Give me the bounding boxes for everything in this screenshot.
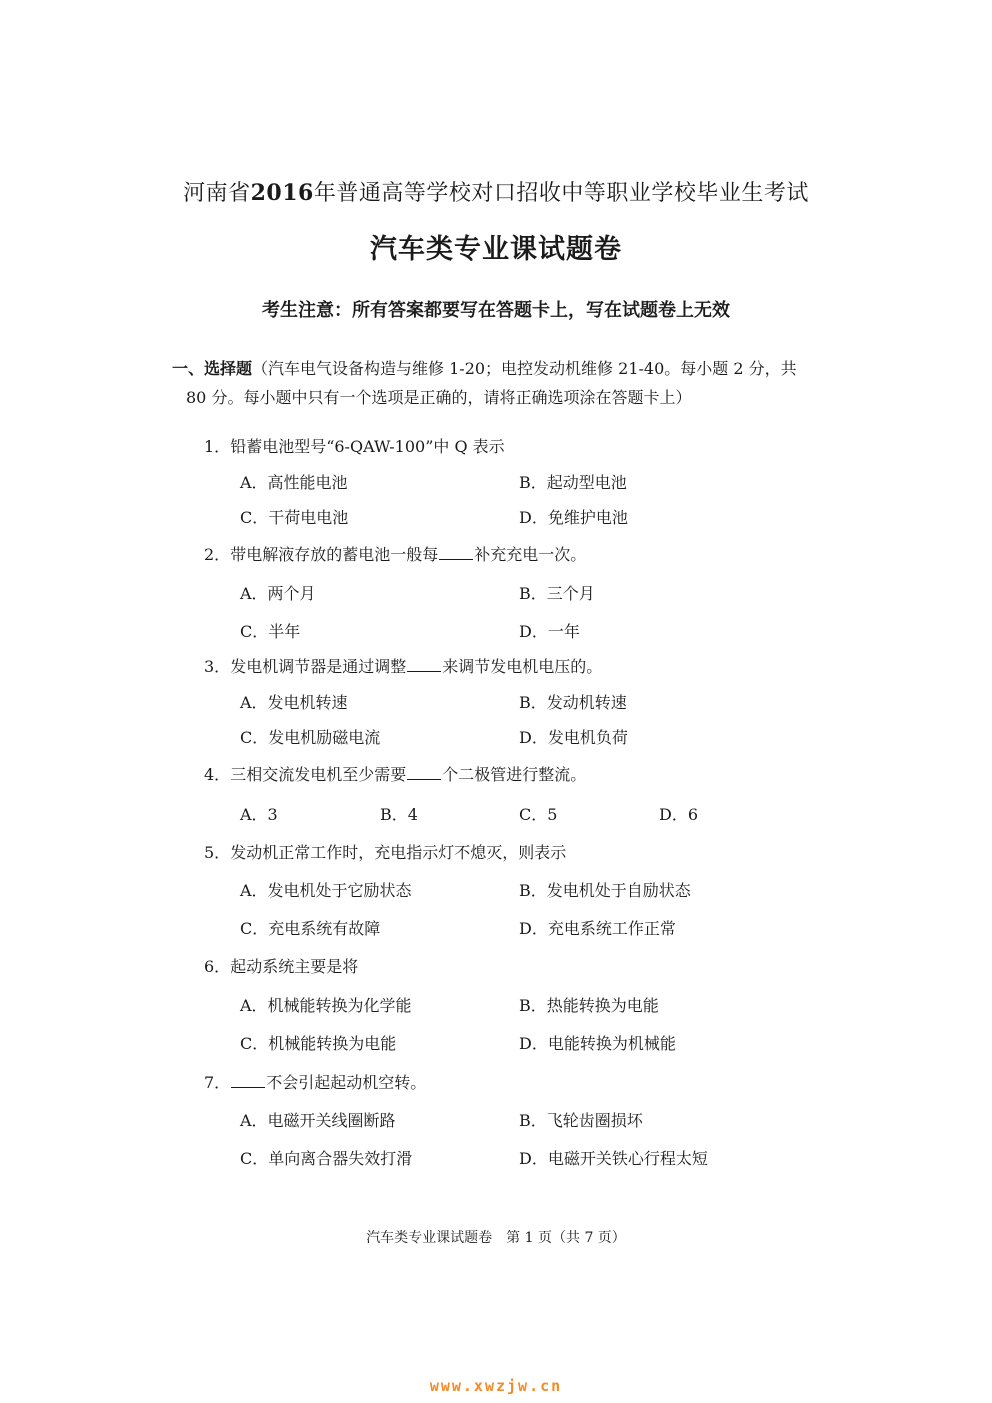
option-a: A．电磁开关线圈断路 xyxy=(240,1111,396,1130)
option-a: A．两个月 xyxy=(240,584,316,603)
option-b: B．发电机处于自励状态 xyxy=(519,881,691,900)
question-number: 3． xyxy=(204,657,231,676)
title-suffix: 年普通高等学校对口招收中等职业学校毕业生考试 xyxy=(313,181,809,206)
question-number: 1． xyxy=(204,437,231,456)
answer-blank xyxy=(407,765,441,780)
section-instructions xyxy=(172,354,832,412)
question-number: 2． xyxy=(204,545,231,564)
option-d: D．电能转换为机械能 xyxy=(519,1034,676,1053)
title-prefix: 河南省 xyxy=(183,181,251,206)
option-b: B．飞轮齿圈损坏 xyxy=(519,1111,643,1130)
option-c: C．单向离合器失效打滑 xyxy=(240,1149,413,1168)
question-number: 7． xyxy=(204,1073,231,1092)
option-a: A．发电机转速 xyxy=(240,693,348,712)
option-d: D．免维护电池 xyxy=(519,508,628,527)
section-desc-line1: （汽车电气设备构造与维修 1-20；电控发动机维修 21-40。每小题 2 分，共 xyxy=(252,359,797,378)
exam-subtitle: 汽车类专业课试题卷 xyxy=(370,234,622,265)
option-b: B．三个月 xyxy=(519,584,595,603)
question-4 xyxy=(204,762,586,785)
option-a: A．发电机处于它励状态 xyxy=(240,881,412,900)
question-text: 发电机调节器是通过调整 xyxy=(230,657,407,676)
site-watermark: www.xwzjw.cn xyxy=(429,1377,563,1395)
question-text-end: 来调节发电机电压的。 xyxy=(442,657,603,676)
question-2 xyxy=(204,542,586,565)
question-text: 带电解液存放的蓄电池一般每 xyxy=(230,545,439,564)
option-c: C．发电机励磁电流 xyxy=(240,728,381,747)
option-b: B．发动机转速 xyxy=(519,693,627,712)
option-b: B．热能转换为电能 xyxy=(519,996,659,1015)
option-c: C．半年 xyxy=(240,622,301,641)
option-d: D．一年 xyxy=(519,622,580,641)
section-desc-line2: 80 分。每小题中只有一个选项是正确的，请将正确选项涂在答题卡上） xyxy=(186,388,692,407)
option-c: C．机械能转换为电能 xyxy=(240,1034,397,1053)
question-5 xyxy=(204,840,566,863)
question-text-end: 补充充电一次。 xyxy=(474,545,587,564)
option-c: C．5 xyxy=(519,805,558,824)
question-text: 发动机正常工作时，充电指示灯不熄灭，则表示 xyxy=(230,843,567,862)
question-text: 铅蓄电池型号“6-QAW-100”中 Q 表示 xyxy=(230,437,505,456)
option-c: C．充电系统有故障 xyxy=(240,919,381,938)
question-text-end: 个二极管进行整流。 xyxy=(442,765,587,784)
question-text: 起动系统主要是将 xyxy=(230,957,359,976)
option-a: A．机械能转换为化学能 xyxy=(240,996,412,1015)
question-number: 6． xyxy=(204,957,231,976)
section-heading: 一、选择题 xyxy=(172,359,253,378)
option-d: D．发电机负荷 xyxy=(519,728,628,747)
question-7 xyxy=(204,1070,426,1093)
title-year: 2016 xyxy=(250,180,314,206)
question-1 xyxy=(204,434,505,457)
option-a: A．3 xyxy=(240,805,278,824)
exam-title xyxy=(0,176,992,207)
option-a: A．高性能电池 xyxy=(240,473,348,492)
question-3 xyxy=(204,654,602,677)
page-footer: 汽车类专业课试题卷 第 1 页（共 7 页） xyxy=(366,1230,626,1246)
option-d: D．6 xyxy=(659,805,699,824)
option-d: D．充电系统工作正常 xyxy=(519,919,676,938)
option-b: B．起动型电池 xyxy=(519,473,627,492)
question-text-end: 不会引起起动机空转。 xyxy=(266,1073,427,1092)
option-b: B．4 xyxy=(380,805,418,824)
question-number: 5． xyxy=(204,843,231,862)
question-number: 4． xyxy=(204,765,231,784)
option-d: D．电磁开关铁心行程太短 xyxy=(519,1149,708,1168)
question-text: 三相交流发电机至少需要 xyxy=(230,765,407,784)
answer-blank xyxy=(439,545,473,560)
question-6 xyxy=(204,954,358,977)
option-c: C．干荷电电池 xyxy=(240,508,349,527)
answer-blank xyxy=(231,1073,265,1088)
answer-blank xyxy=(407,657,441,672)
candidate-notice: 考生注意：所有答案都要写在答题卡上，写在试题卷上无效 xyxy=(262,300,730,321)
